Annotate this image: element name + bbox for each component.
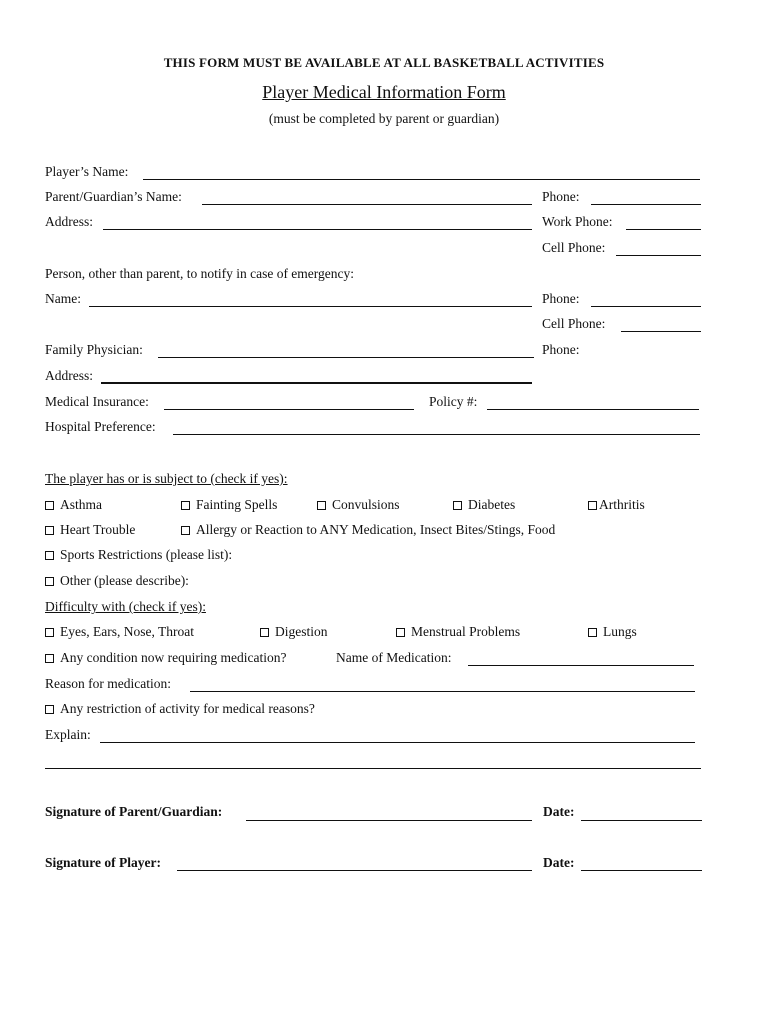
allergy-option[interactable] [181,522,555,538]
emergency-phone-field[interactable] [591,306,701,307]
guardian-date-label: Date: [543,804,575,819]
player-name-label: Player’s Name: [45,164,129,179]
player-date-field[interactable] [581,870,702,871]
physician-phone-label: Phone: [542,342,580,357]
asthma-label: Asthma [60,497,102,512]
diabetes-option[interactable] [453,497,515,513]
guardian-signature-field[interactable] [246,820,532,821]
guardian-name-field[interactable] [202,204,532,205]
policy-number-field[interactable] [487,409,699,410]
eyes-option[interactable] [45,624,194,640]
diabetes-checkbox[interactable] [453,501,462,510]
guardian-phone-label: Phone: [542,189,580,204]
physician-address-field[interactable] [101,382,532,384]
fainting-label: Fainting Spells [196,497,278,512]
fainting-option[interactable] [181,497,277,513]
digestion-label: Digestion [275,624,328,639]
heart-trouble-option[interactable] [45,522,135,538]
player-signature-label: Signature of Player: [45,855,161,870]
arthritis-label: Arthritis [599,497,645,512]
activity-restriction-label: Any restriction of activity for medical reasons? [60,701,315,716]
guardian-signature-label: Signature of Parent/Guardian: [45,804,223,819]
eyes-checkbox[interactable] [45,628,54,637]
emergency-cell-phone-label: Cell Phone: [542,316,606,331]
medication-name-field[interactable] [468,665,694,666]
emergency-cell-phone-field[interactable] [621,331,701,332]
activity-restriction-checkbox[interactable] [45,705,54,714]
lungs-option[interactable] [588,624,637,640]
fainting-checkbox[interactable] [181,501,190,510]
other-condition-checkbox[interactable] [45,577,54,586]
asthma-option[interactable] [45,497,102,513]
heart-trouble-label: Heart Trouble [60,522,136,537]
difficulty-heading: Difficulty with (check if yes): [45,599,206,614]
guardian-name-label: Parent/Guardian’s Name: [45,189,182,204]
work-phone-field[interactable] [626,229,701,230]
policy-number-label: Policy #: [429,394,478,409]
allergy-checkbox[interactable] [181,526,190,535]
emergency-name-label: Name: [45,291,81,306]
form-subtitle: (must be completed by parent or guardian) [268,111,500,126]
explain-field[interactable] [100,742,695,743]
allergy-label: Allergy or Reaction to ANY Medication, Insect Bites/Stings, Food [196,522,556,537]
guardian-phone-field[interactable] [591,204,701,205]
emergency-phone-label: Phone: [542,291,580,306]
menstrual-label: Menstrual Problems [411,624,521,639]
player-name-field[interactable] [143,179,700,180]
medical-insurance-field[interactable] [164,409,414,410]
emergency-contact-intro: Person, other than parent, to notify in case of emergency: [45,266,355,281]
menstrual-checkbox[interactable] [396,628,405,637]
diabetes-label: Diabetes [468,497,516,512]
hospital-preference-field[interactable] [173,434,700,435]
guardian-address-label: Address: [45,214,93,229]
digestion-checkbox[interactable] [260,628,269,637]
cell-phone-label: Cell Phone: [542,240,606,255]
convulsions-label: Convulsions [332,497,400,512]
activity-restriction-option[interactable] [45,701,315,717]
explain-continuation-field[interactable] [45,768,701,769]
arthritis-checkbox[interactable] [588,501,597,510]
convulsions-checkbox[interactable] [317,501,326,510]
medication-reason-label: Reason for medication: [45,676,171,691]
digestion-option[interactable] [260,624,328,640]
medical-insurance-label: Medical Insurance: [45,394,149,409]
arthritis-option[interactable] [588,497,645,513]
guardian-date-field[interactable] [581,820,702,821]
eyes-label: Eyes, Ears, Nose, Throat [60,624,194,639]
medication-condition-label: Any condition now requiring medication? [60,650,287,665]
family-physician-label: Family Physician: [45,342,143,357]
sports-restrictions-option[interactable] [45,547,232,563]
convulsions-option[interactable] [317,497,400,513]
hospital-preference-label: Hospital Preference: [45,419,156,434]
form-title: Player Medical Information Form [262,82,506,102]
physician-address-label: Address: [45,368,93,383]
sports-restrictions-label: Sports Restrictions (please list): [60,547,233,562]
medication-name-label: Name of Medication: [336,650,452,665]
conditions-heading: The player has or is subject to (check if yes): [45,471,288,486]
family-physician-field[interactable] [158,357,534,358]
lungs-label: Lungs [603,624,637,639]
emergency-name-field[interactable] [89,306,532,307]
menstrual-option[interactable] [396,624,520,640]
player-signature-field[interactable] [177,870,532,871]
medication-reason-field[interactable] [190,691,695,692]
explain-label: Explain: [45,727,91,742]
guardian-address-field[interactable] [103,229,532,230]
sports-restrictions-checkbox[interactable] [45,551,54,560]
other-condition-option[interactable] [45,573,189,589]
other-condition-label: Other (please describe): [60,573,189,588]
medication-condition-option[interactable] [45,650,286,666]
player-date-label: Date: [543,855,575,870]
notice-heading: THIS FORM MUST BE AVAILABLE AT ALL BASKETBALL ACTIVITIES [163,55,605,70]
asthma-checkbox[interactable] [45,501,54,510]
cell-phone-field[interactable] [616,255,701,256]
lungs-checkbox[interactable] [588,628,597,637]
heart-trouble-checkbox[interactable] [45,526,54,535]
work-phone-label: Work Phone: [542,214,613,229]
medication-condition-checkbox[interactable] [45,654,54,663]
